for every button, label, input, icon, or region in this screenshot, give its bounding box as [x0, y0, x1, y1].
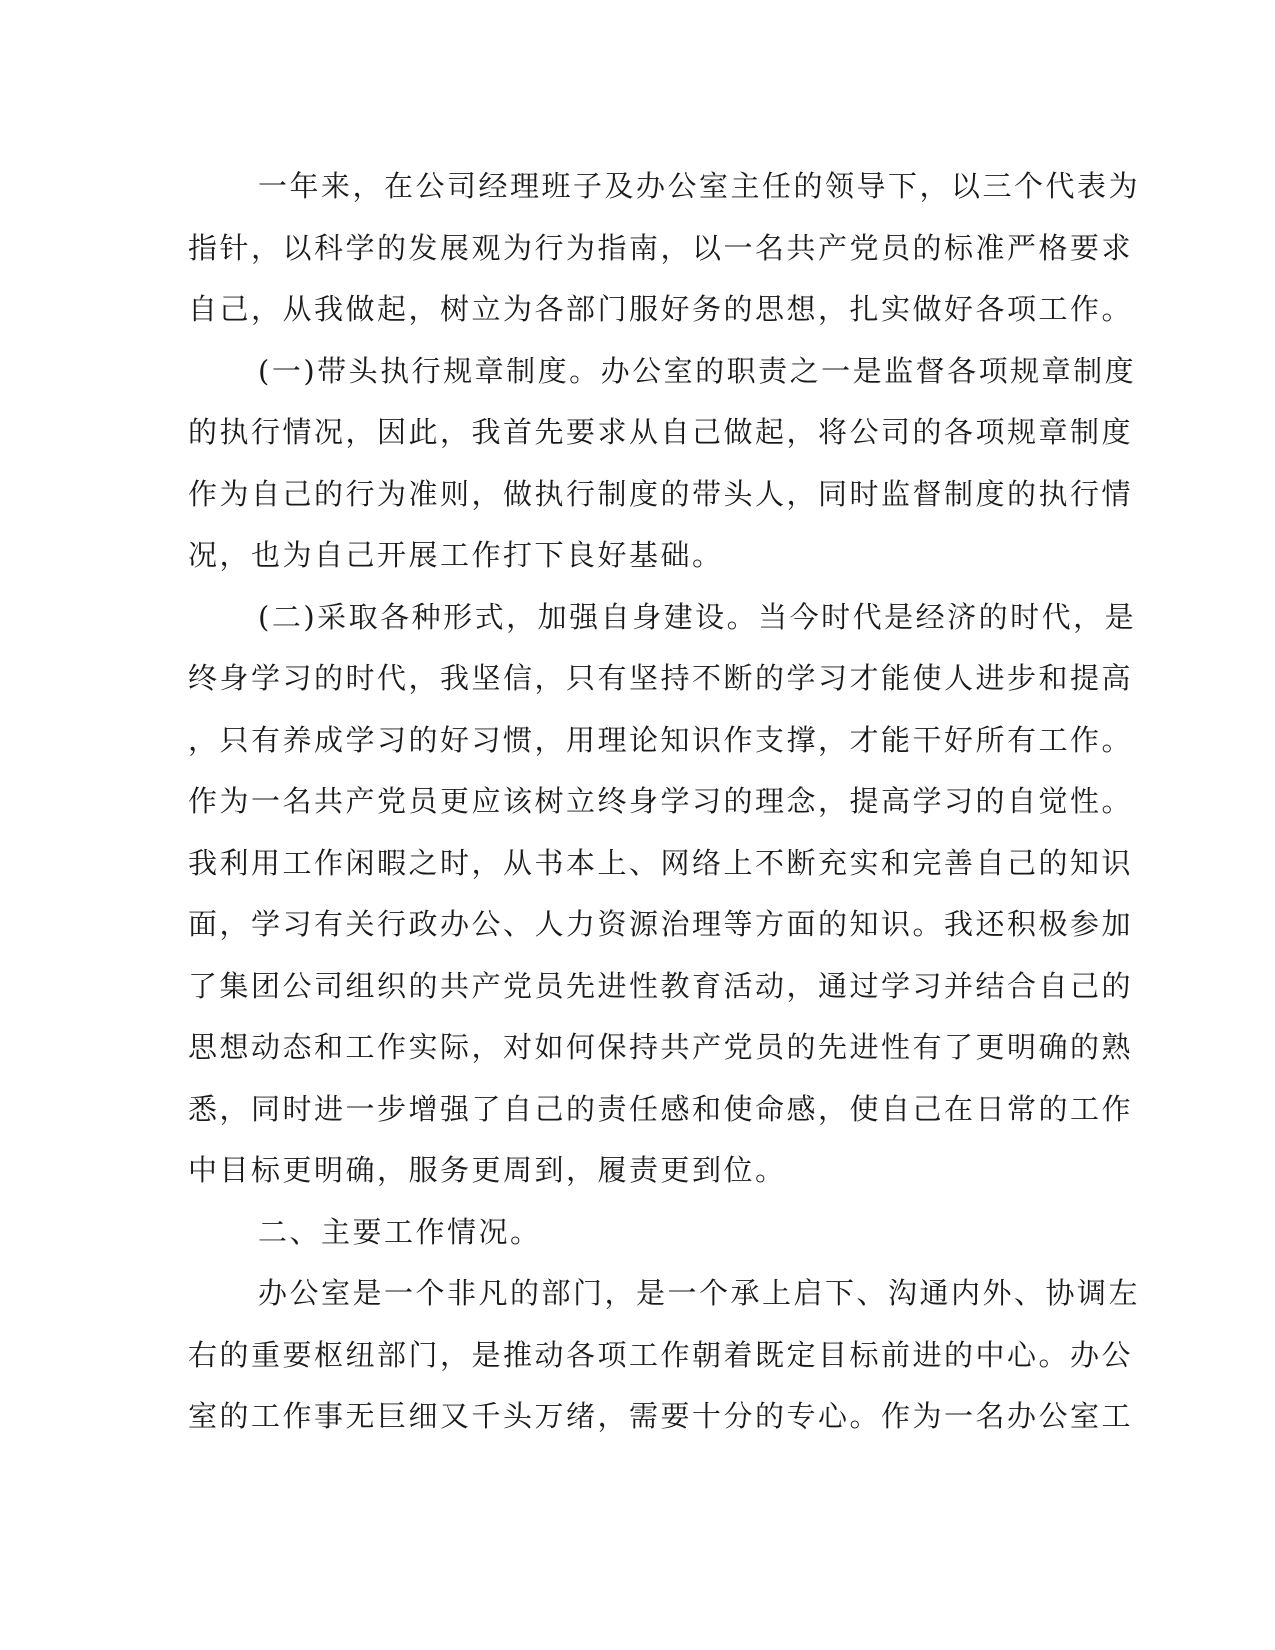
text-line: 况，也为自己开展工作打下良好基础。 [188, 538, 724, 572]
text-line: 中目标更明确，服务更周到，履责更到位。 [188, 1153, 787, 1187]
document-body [188, 156, 1141, 1448]
text-line: 作为一名共产党员更应该树立终身学习的理念，提高学习的自觉性。 [188, 784, 1134, 818]
text-line: 室的工作事无巨细又千头万绪，需要十分的专心。作为一名办公室工 [188, 1399, 1134, 1433]
text-line: 右的重要枢纽部门，是推动各项工作朝着既定目标前进的中心。办公 [188, 1337, 1134, 1372]
text-line: 一年来，在公司经理班子及办公室主任的领导下，以三个代表为 [258, 169, 1141, 203]
text-line: ，只有养成学习的好习惯，用理论知识作支撑，才能干好所有工作。 [188, 722, 1134, 757]
text-line: 终身学习的时代，我坚信，只有坚持不断的学习才能使人进步和提高 [188, 661, 1134, 695]
text-line: 的执行情况，因此，我首先要求从自己做起，将公司的各项规章制度 [188, 415, 1134, 449]
text-line: 自己，从我做起，树立为各部门服好务的思想，扎实做好各项工作。 [188, 292, 1134, 326]
text-line: 我利用工作闲暇之时，从书本上、网络上不断充实和完善自己的知识 [188, 845, 1134, 880]
text-line: 指针，以科学的发展观为行为指南，以一名共产党员的标准严格要求 [188, 230, 1134, 265]
text-line: 面，学习有关行政办公、人力资源治理等方面的知识。我还积极参加 [188, 907, 1134, 941]
text-line: (一)带头执行规章制度。办公室的职责之一是监督各项规章制度 [258, 353, 1137, 388]
text-line: (二)采取各种形式，加强自身建设。当今时代是经济的时代，是 [258, 599, 1137, 634]
text-line: 思想动态和工作实际，对如何保持共产党员的先进性有了更明确的熟 [188, 1030, 1134, 1064]
text-line: 办公室是一个非凡的部门，是一个承上启下、沟通内外、协调左 [258, 1276, 1141, 1310]
text-line: 二、主要工作情况。 [258, 1214, 542, 1249]
text-line: 了集团公司组织的共产党员先进性教育活动，通过学习并结合自己的 [188, 968, 1134, 1003]
text-line: 悉，同时进一步增强了自己的责任感和使命感，使自己在日常的工作 [188, 1091, 1134, 1126]
text-line: 作为自己的行为准则，做执行制度的带头人，同时监督制度的执行情 [188, 476, 1134, 511]
